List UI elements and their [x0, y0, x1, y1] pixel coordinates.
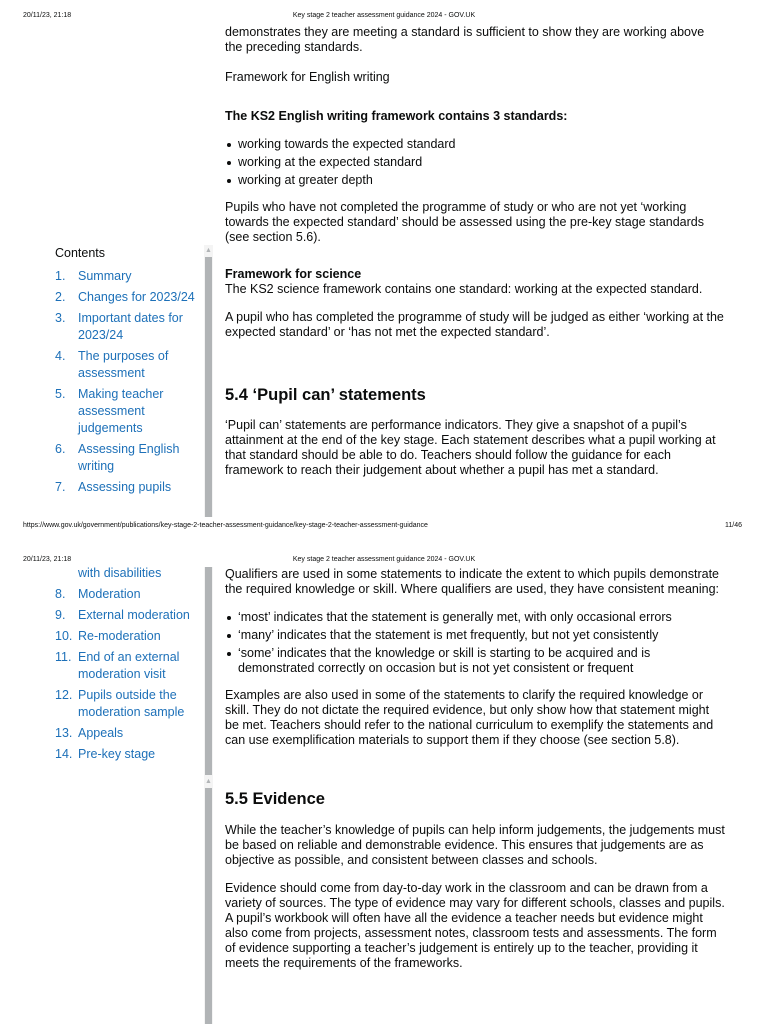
ks2-writing-heading: The KS2 English writing framework contains 3 standards:: [225, 109, 568, 123]
print-header-title: Key stage 2 teacher assessment guidance 2024 - GOV.UK: [292, 12, 476, 19]
para-pupil-can: ‘Pupil can’ statements are performance indicators. They give a snapshot of a pupil’s attainment at the end of the key stage. Each statement describes what a pupil working at that standard should be able to do. Teachers should follow the guidance for each framework to reach their judgement about whether a pupil has met a standard.: [225, 418, 716, 477]
contents-item-assessing-pupils[interactable]: 7. Assessing pupils: [55, 480, 172, 494]
contents-item-english-writing[interactable]: 6. Assessing English writing: [55, 442, 180, 473]
para-evidence-2: Evidence should come from day-to-day work in the classroom and can be drawn from a variety of sources. The type of evidence may vary for different schools, classes and pupils. A pupil’s workbook will often have all the evidence a teacher needs but evidence might also come from projects, assessment notes, classroom tests and assessments. The form of evidence supporting a teacher’s judgement is entirely up to the teacher, providing it meets the requirements of the frameworks.: [225, 881, 725, 970]
list-item: working at the expected standard: [225, 155, 725, 170]
print-footer-url[interactable]: https://www.gov.uk/government/publications/key-stage-2-teacher-assessment-guidance/key-stage-2-teacher-assessment-guidance: [23, 522, 428, 529]
contents-title: Contents: [55, 246, 106, 260]
standards-list: [225, 137, 725, 188]
list-item: ‘most’ indicates that the statement is generally met, with only occasional errors: [225, 610, 725, 625]
list-item: working towards the expected standard: [225, 137, 725, 152]
contents-item-purposes[interactable]: 4. The purposes of assessment: [55, 349, 169, 380]
contents-item-making-judgements[interactable]: 5. Making teacher assessment judgements: [55, 387, 164, 435]
contents-item-re-moderation[interactable]: 10. Re-moderation: [55, 629, 161, 643]
list-item: working at greater depth: [225, 173, 725, 188]
print-header-date: 20/11/23, 21:18: [23, 12, 72, 19]
print-header-title: Key stage 2 teacher assessment guidance 2024 - GOV.UK: [292, 556, 476, 563]
contents-item-moderation[interactable]: 8. Moderation: [55, 587, 141, 601]
para-pre-key-stage: Pupils who have not completed the programme of study or who are not yet ‘working towards the expected standard’ should be assessed using the pre-key stage standards (see section 5.6).: [225, 200, 704, 244]
page1-content: [225, 25, 725, 505]
para-evidence-1: While the teacher’s knowledge of pupils can help inform judgements, the judgements must be based on reliable and demonstrable evidence. This ensures that judgements are as objective as possible, and consistent between classes and schools.: [225, 823, 725, 867]
contents-item-changes[interactable]: 2. Changes for 2023/24: [55, 290, 195, 304]
print-footer-page: 11/46: [725, 522, 742, 529]
contents-item-external-moderation[interactable]: 9. External moderation: [55, 608, 190, 622]
contents-item-assessing-pupils-cont[interactable]: with disabilities: [78, 566, 162, 580]
para-qualifiers: Qualifiers are used in some statements to indicate the extent to which pupils demonstrate the required knowledge or skill. Where qualifiers are used, they have consistent meaning:: [225, 567, 720, 596]
list-item: ‘many’ indicates that the statement is met frequently, but not yet consistently: [225, 628, 725, 643]
contents-item-important-dates[interactable]: 3. Important dates for 2023/24: [55, 311, 183, 342]
qualifiers-list: [225, 610, 725, 676]
para-judged: A pupil who has completed the programme of study will be judged as either ‘working at the expected standard’ or ‘has not met the expected standard’.: [225, 310, 724, 339]
contents-item-pre-key-stage[interactable]: 14. Pre-key stage: [55, 747, 156, 761]
contents-item-summary[interactable]: 1. Summary: [55, 269, 132, 283]
para-examples: Examples are also used in some of the statements to clarify the required knowledge or skill. They do not dictate the required evidence, but only show how that statement might be met. Teachers should refer to the national curriculum to exemplify the statements and can use exemplification materials to support them if they choose (see section 5.8).: [225, 688, 714, 747]
print-header-date: 20/11/23, 21:18: [23, 556, 72, 563]
page2-content: [225, 567, 725, 1024]
list-item: ‘some’ indicates that the knowledge or skill is starting to be acquired and is demonstrated correctly on occasion but is not yet consistent or frequent: [225, 646, 725, 676]
para-science: The KS2 science framework contains one standard: working at the expected standard.: [225, 282, 703, 296]
framework-english-label: Framework for English writing: [225, 70, 390, 84]
contents-item-appeals[interactable]: 13. Appeals: [55, 726, 124, 740]
scroll-up-arrow-icon[interactable]: ▲: [205, 247, 212, 254]
contents-list: [55, 268, 205, 500]
section-heading-5-5: 5.5 Evidence: [225, 790, 325, 808]
sidebar-scroll-thumb[interactable]: [205, 567, 212, 775]
para-intro: demonstrates they are meeting a standard is sufficient to show they are working above the preceding standards.: [225, 25, 705, 54]
sidebar-scroll-thumb[interactable]: [205, 257, 212, 517]
contents-panel-continued: [55, 565, 205, 790]
contents-item-end-of-visit[interactable]: 11. End of an external moderation visit: [55, 650, 180, 681]
sidebar-scroll-thumb-lower[interactable]: [205, 788, 212, 1024]
scroll-up-arrow-icon[interactable]: ▲: [205, 778, 212, 785]
science-heading: Framework for science: [225, 267, 362, 281]
contents-item-outside-sample[interactable]: 12. Pupils outside the moderation sample: [55, 688, 185, 719]
section-heading-5-4: 5.4 ‘Pupil can’ statements: [225, 386, 426, 404]
contents-list: [55, 586, 205, 763]
